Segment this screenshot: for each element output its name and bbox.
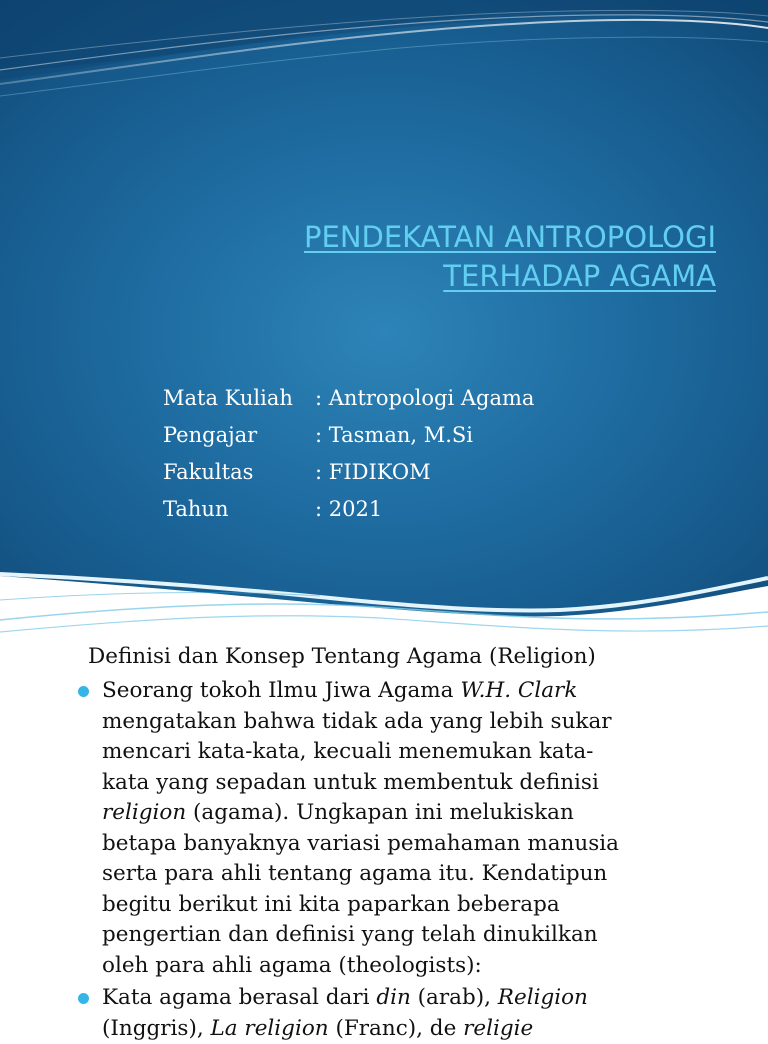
text-span: (Inggris), [102,1016,211,1041]
bullet-line: mengatakan bahwa tidak ada yang lebih sukar [102,707,668,738]
italic-term: religion [102,800,186,825]
info-label: Fakultas [163,454,315,491]
course-info [163,380,534,528]
bullet-line: pengertian dan definisi yang telah dinukilkan [102,920,668,951]
italic-name: W.H. Clark [460,678,577,703]
bullet-dot-icon [78,993,89,1004]
text-span: Kata agama berasal dari [102,985,376,1010]
info-value: : Tasman, M.Si [315,417,473,454]
bullet-line: oleh para ahli agama (theologists): [102,951,668,982]
italic-term: Religion [498,985,588,1010]
bullet-list [78,676,668,1044]
slide-title [116,218,716,296]
bullet-line: serta para ahli tentang agama itu. Kendatipun [102,859,668,890]
bullet-line: betapa banyaknya variasi pemahaman manusia [102,829,668,860]
info-label: Mata Kuliah [163,380,315,417]
info-value: : FIDIKOM [315,454,431,491]
italic-term: din [376,985,411,1010]
text-span: (arab), [411,985,498,1010]
bullet-line [102,1014,668,1044]
slide-heading: Definisi dan Konsep Tentang Agama (Religion) [88,641,596,673]
italic-term: La religion [211,1016,329,1041]
title-line-1: PENDEKATAN ANTROPOLOGI [116,218,716,257]
info-value: : Antropologi Agama [315,380,534,417]
bullet-line [102,676,668,707]
bullet-line [102,798,668,829]
info-row-pengajar [163,417,534,454]
text-span: (agama). Ungkapan ini melukiskan [186,800,574,825]
info-row-tahun [163,491,534,528]
bullet-line: mencari kata-kata, kecuali menemukan kata- [102,737,668,768]
info-row-mata-kuliah [163,380,534,417]
bullet-dot-icon [78,686,89,697]
info-row-fakultas [163,454,534,491]
bullet-line: kata yang sepadan untuk membentuk definisi [102,768,668,799]
title-line-2: TERHADAP AGAMA [116,257,716,296]
list-item [78,983,668,1044]
italic-term: religie [463,1016,533,1041]
info-value: : 2021 [315,491,382,528]
content-slide [0,640,768,1024]
text-span: (Franc), de [329,1016,464,1041]
list-item [78,676,668,981]
bullet-line: begitu berikut ini kita paparkan beberapa [102,890,668,921]
info-label: Pengajar [163,417,315,454]
info-label: Tahun [163,491,315,528]
text-span: Seorang tokoh Ilmu Jiwa Agama [102,678,460,703]
bullet-line [102,983,668,1014]
